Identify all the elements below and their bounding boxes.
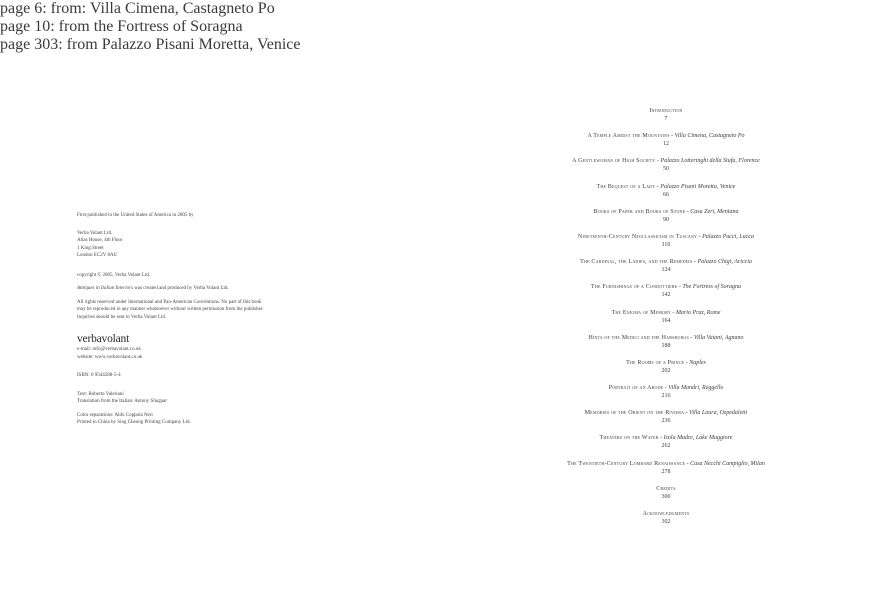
page-number: 12 <box>663 141 669 148</box>
chapter-title: Hints of the Medici and the Habsburgs <box>588 334 689 341</box>
toc-title-line <box>540 107 792 115</box>
page-number: 50 <box>663 166 669 173</box>
address-line: Atlas House, 4th Floor <box>77 238 123 243</box>
page-number: 164 <box>661 317 671 324</box>
toc-title-line <box>540 208 792 216</box>
plate-caption: page 6: from: Villa Cimena, Castagneto Po <box>0 0 275 17</box>
separator-dash: - <box>684 410 690 417</box>
separator-dash: - <box>697 233 703 240</box>
first-published-line: First published in the United States of America in 2005 by <box>77 213 194 218</box>
toc-entry <box>540 183 792 208</box>
toc-title-line <box>540 510 792 518</box>
page-number: 90 <box>663 216 669 223</box>
publisher-address <box>77 230 377 260</box>
separator-dash: - <box>658 435 664 442</box>
toc-title-line <box>540 434 792 442</box>
toc-title-line <box>540 132 792 140</box>
toc-title-line <box>540 485 792 493</box>
toc-title-line <box>540 384 792 392</box>
separator-dash: - <box>655 183 661 190</box>
book-title: Antiques in Italian Interiors <box>77 286 133 291</box>
chapter-title: The Bequest of a Lady <box>596 183 656 190</box>
address-line: 1 King Street <box>77 245 104 251</box>
toc-entry <box>540 233 792 258</box>
email-line: e-mail: info@verbavolant.co.uk <box>77 347 141 352</box>
toc-entry <box>540 132 792 157</box>
separator-dash: - <box>688 334 694 341</box>
toc-entry <box>540 460 792 485</box>
rights-line: All rights reserved under International and Pan-American Conventions. No part of this book <box>77 299 262 305</box>
chapter-title: The Enigma of Memory <box>611 309 671 316</box>
produced-by-text: was created and produced by Verba Volant Ltd. <box>132 286 229 291</box>
separator-dash: - <box>655 158 661 165</box>
toc-title-line <box>540 409 792 417</box>
chapter-location: Palazzo Chigi, Ariccia <box>697 259 752 266</box>
chapter-location: Villa Vaiani, Agnano <box>693 334 744 341</box>
chapter-location: Isola Madre, Lake Maggiore <box>663 435 733 442</box>
chapter-title: The Twentieth-Century Lombard Renaissance <box>567 460 686 467</box>
toc-entry <box>540 485 792 510</box>
chapter-title: The Cardinal, the Ladies, and the Remedies <box>580 259 693 266</box>
printer-credit: Printed in China by Sing Cheong Printing Company Ltd. <box>77 420 191 425</box>
separator-dash: - <box>684 359 690 366</box>
toc-entry <box>540 157 792 182</box>
chapter-location: Casa Necchi Campiglio, Milan <box>690 460 765 467</box>
table-of-contents <box>540 107 792 535</box>
chapter-location: Villa Mandri, Reggello <box>668 385 724 392</box>
toc-title-line <box>540 460 792 468</box>
chapter-location: Mario Praz, Rome <box>675 309 721 316</box>
toc-entry <box>540 283 792 308</box>
publisher-brand: verbavolant <box>77 333 130 345</box>
toc-entry <box>540 384 792 409</box>
page-number: 216 <box>661 393 671 400</box>
toc-title-line <box>540 183 792 191</box>
toc-entry <box>540 434 792 459</box>
separator-dash: - <box>669 133 675 140</box>
text-credits <box>77 391 377 427</box>
plate-caption: page 303: from Palazzo Pisani Moretta, Venice <box>0 36 301 53</box>
separator-dash: - <box>670 309 676 316</box>
toc-title-line <box>540 283 792 291</box>
page-number: 188 <box>661 342 671 349</box>
toc-entry <box>540 510 792 535</box>
plate-caption: page 10: from the Fortress of Soragna <box>0 18 243 35</box>
chapter-title: Memories of the Orient on the Riviera <box>584 410 685 417</box>
separator-dash: - <box>692 259 698 266</box>
rights-notice <box>77 299 377 322</box>
separator-dash: - <box>677 284 683 291</box>
page-number: 66 <box>663 191 669 198</box>
toc-title-line <box>540 359 792 367</box>
toc-entry <box>540 359 792 384</box>
chapter-title: Credits <box>656 485 676 492</box>
toc-entry <box>540 208 792 233</box>
chapter-location: Naples <box>689 359 706 366</box>
plate-captions <box>0 0 889 54</box>
toc-title-line <box>540 233 792 241</box>
toc-title-line <box>540 334 792 342</box>
page-number: 124 <box>661 267 671 274</box>
chapter-title: The Rooms of a Prince <box>626 359 685 366</box>
produced-by-line <box>77 285 377 293</box>
colophon-page <box>77 212 377 427</box>
chapter-title: Acknowledgments <box>642 511 690 517</box>
address-line: London EC2V 8AU <box>77 253 118 258</box>
separator-dash: - <box>663 385 669 392</box>
chapter-title: Theaters on the Water <box>599 435 659 442</box>
toc-entry <box>540 309 792 334</box>
chapter-title: Portrait of an Abode <box>608 385 664 392</box>
chapter-location: Villa Laura, Ospedaletti <box>689 410 748 417</box>
page-number: 302 <box>661 519 671 525</box>
chapter-title: A Gentlewoman of High Society <box>572 158 656 165</box>
page-number: 142 <box>661 292 671 299</box>
toc-entry <box>540 334 792 359</box>
page-number: 300 <box>661 493 671 500</box>
separator-dash: - <box>685 460 691 467</box>
page-number: 236 <box>661 418 671 425</box>
chapter-location: Palazzo Lotteringhi della Stufa, Florence <box>660 158 760 165</box>
page-number: 110 <box>661 241 671 248</box>
chapter-title: A Temple Amidst the Mountains <box>587 133 670 140</box>
page-number: 262 <box>661 443 671 450</box>
chapter-title: Introduction <box>649 108 683 114</box>
website-line: website: www.verbavolant.co.uk <box>77 354 143 360</box>
toc-entry <box>540 409 792 434</box>
chapter-title: The Furnishings of a Condottiere <box>591 284 678 291</box>
rights-line: may be reproduced in any manner whatsoever without written permission from the publisher. <box>77 307 264 312</box>
chapter-location: The Fortress of Soragna <box>682 284 741 291</box>
page-number: 278 <box>661 468 671 475</box>
chapter-location: Villa Cimena, Castagneto Po <box>674 133 745 140</box>
copyright-line: copyright © 2005, Verba Volant Ltd. <box>77 272 151 278</box>
chapter-title: Books of Paper and Books of Stone <box>593 208 686 215</box>
page-number: 7 <box>664 116 668 122</box>
separator-dash: - <box>685 208 691 215</box>
isbn-line: ISBN: 0 9544288-5-4 <box>77 373 121 378</box>
text-credit: Text: Roberto Valeriani <box>77 391 124 397</box>
toc-title-line <box>540 258 792 266</box>
color-credit: Color separations: Aldo Coppola Neri <box>77 412 153 418</box>
toc-entry <box>540 107 792 132</box>
chapter-location: Palazzo Pucci, Lucca <box>702 233 754 240</box>
translation-credit: Translation from the Italian: Antony Shugaar <box>77 399 167 404</box>
chapter-location: Casa Zeri, Mentana <box>690 208 739 215</box>
chapter-location: Palazzo Pisani Moretta, Venice <box>660 183 736 190</box>
address-line: Verba Volant Ltd. <box>77 230 113 236</box>
rights-line: Inquiries should be sent to Verba Volant Ltd. <box>77 314 167 320</box>
chapter-title: Nineteenth-Century Neoclassicism in Tuscany <box>578 233 698 240</box>
page-number: 202 <box>661 367 671 374</box>
toc-title-line <box>540 309 792 317</box>
toc-title-line <box>540 157 792 165</box>
toc-entry <box>540 258 792 283</box>
